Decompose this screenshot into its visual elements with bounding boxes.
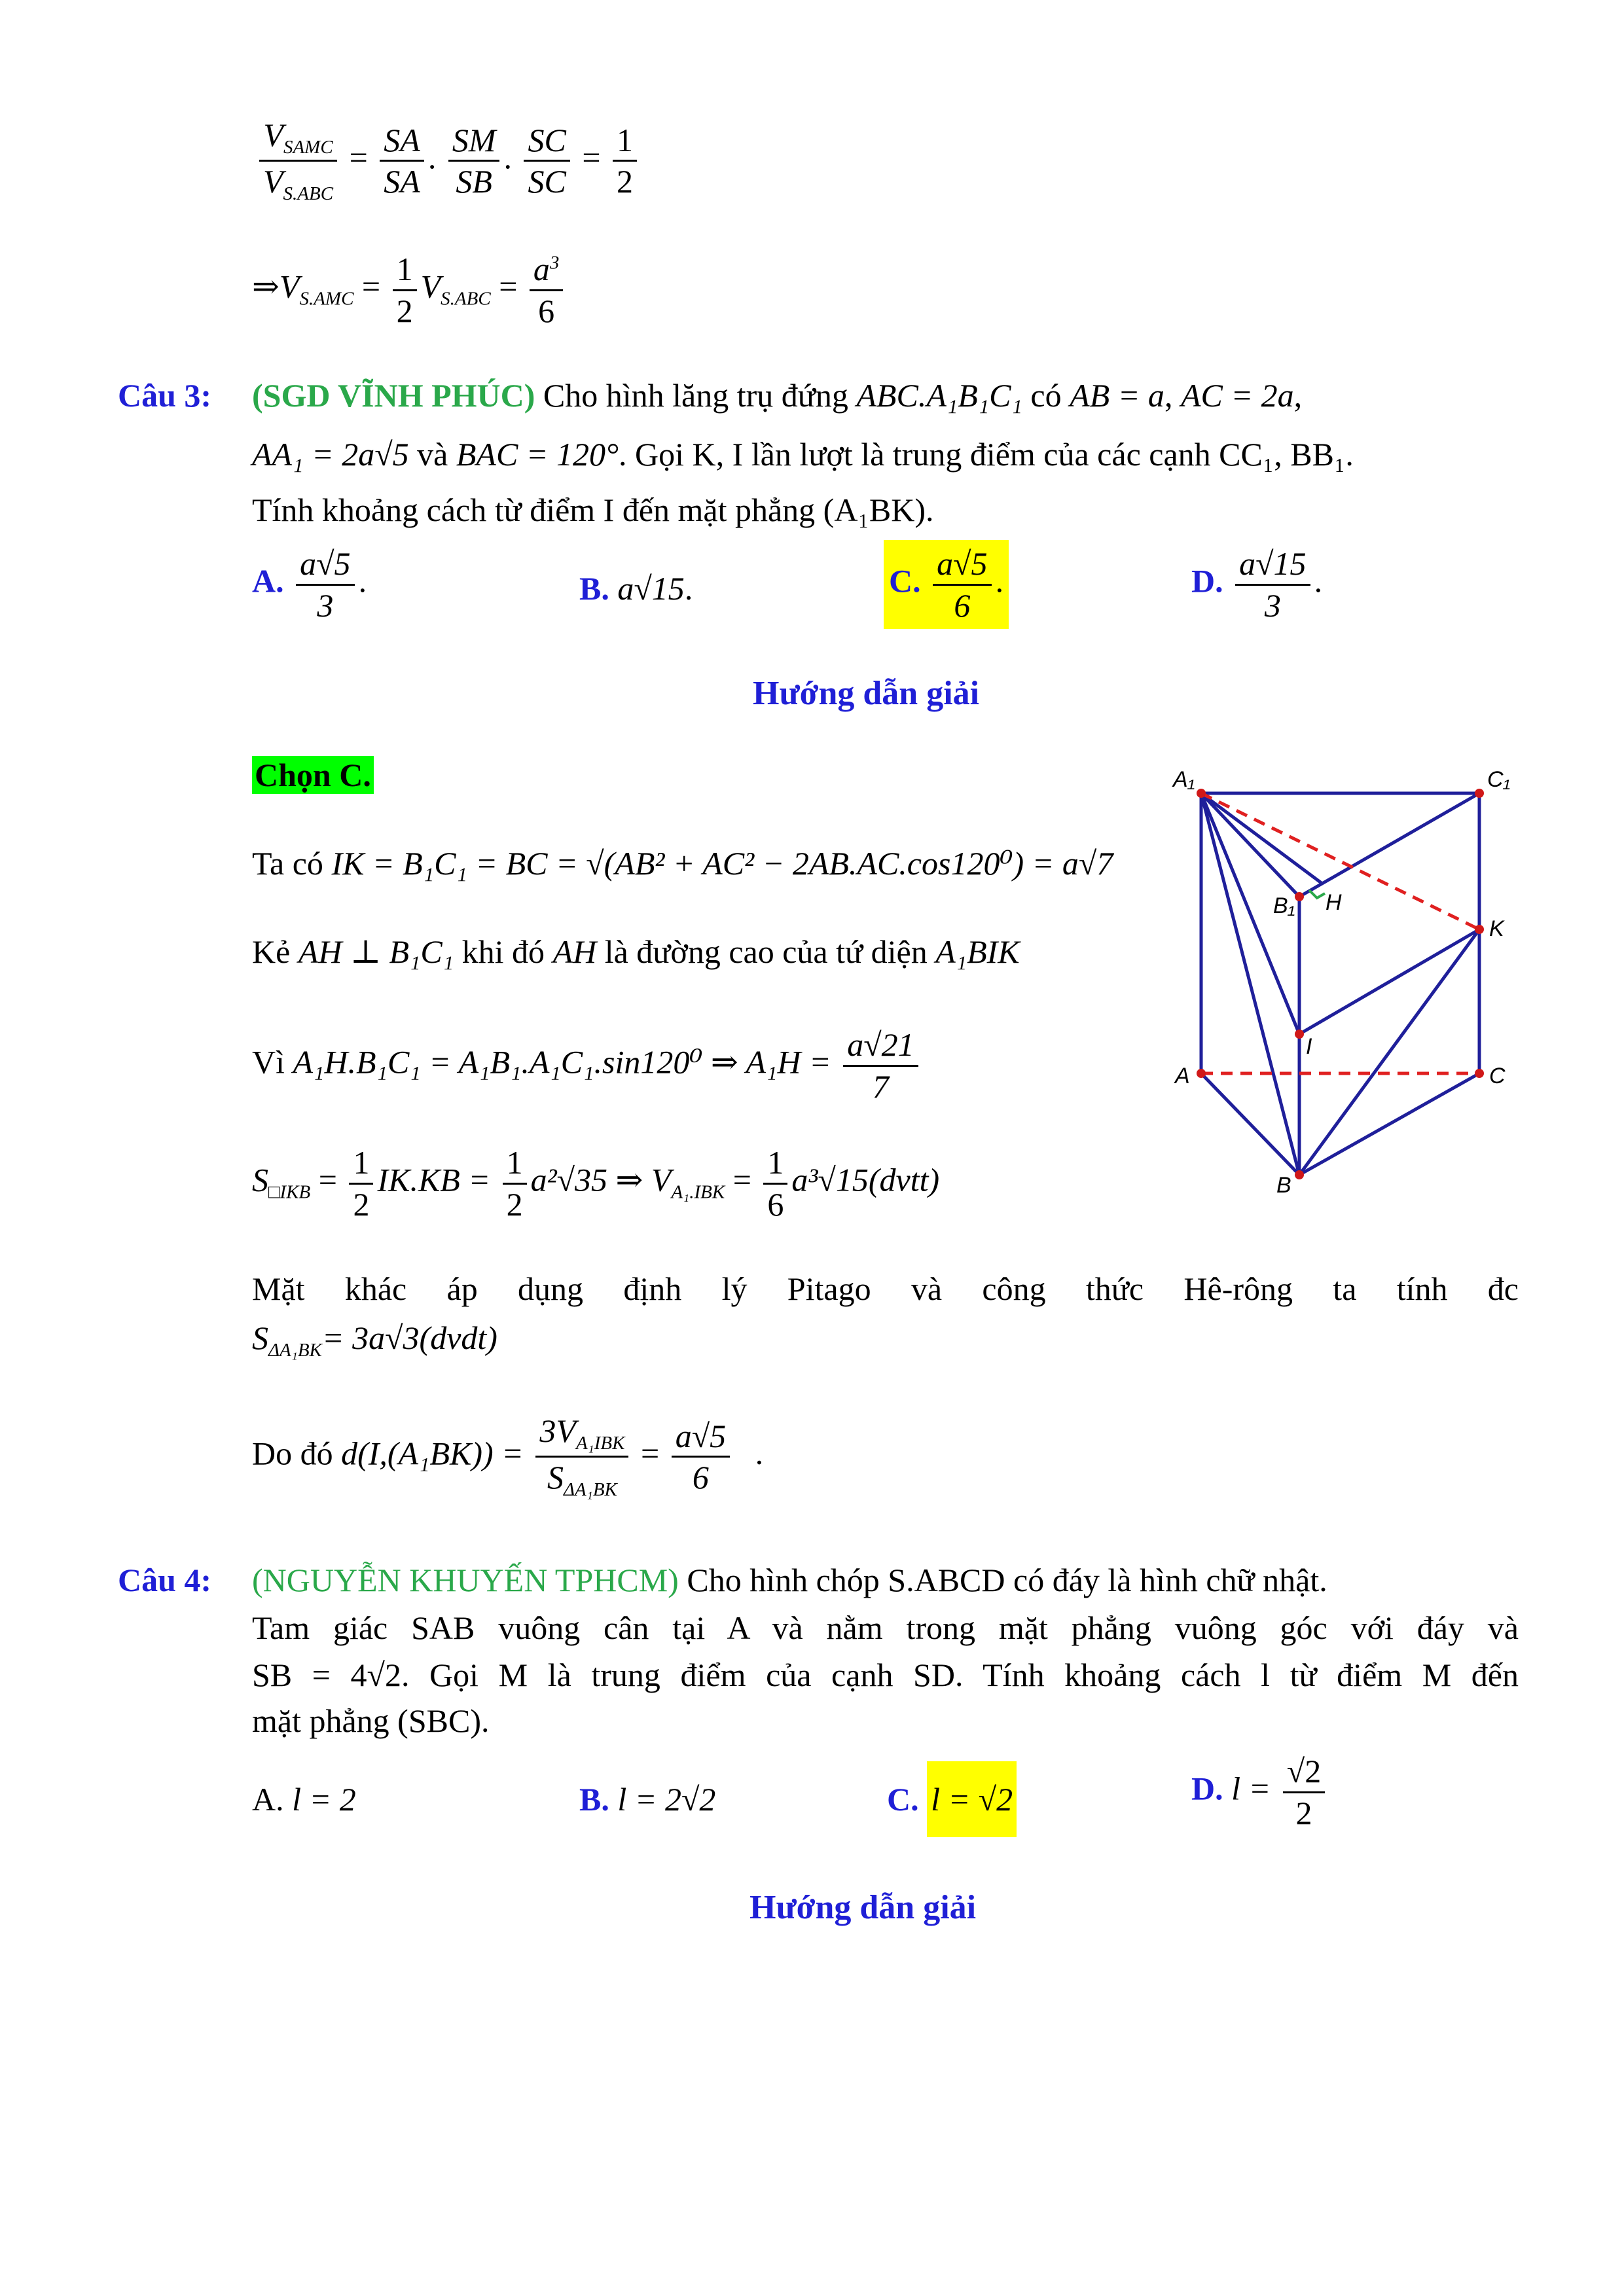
point-b1 — [1295, 892, 1304, 901]
question-4-line-4: mặt phẳng (SBC). — [252, 1702, 490, 1739]
edge-b-c — [1299, 1073, 1479, 1175]
question-4-line-3: SB = 4√2. Gọi M là trung điểm của cạnh SD. Tính khoảng cách l từ điểm M đến — [252, 1657, 1519, 1693]
question-3-option-b[interactable]: B. a√15. — [579, 570, 693, 607]
point-a — [1197, 1069, 1206, 1078]
question-4-option-c[interactable]: C. l = √2 — [887, 1761, 1023, 1838]
question-4-label: Câu 4: — [118, 1562, 212, 1598]
solution-step-6: Do đó d(I,(A₁BK)) = $\frac{3V_{A_1IBK}}{S_{\Delta A_1BK}}$ = $\frac{a√5}{6}$ . — [252, 1412, 764, 1501]
question-3-chosen-answer: Chọn C. — [252, 756, 374, 794]
question-4-option-b[interactable]: B. l = 2√2 — [579, 1781, 716, 1818]
solution-step-5-result: $S_{\Delta A_1BK}=$ 3a√3(dvdt) — [252, 1319, 497, 1361]
label-i: I — [1306, 1034, 1312, 1059]
question-3-option-a[interactable]: A. $\frac{a√5}{3}$ . — [252, 545, 367, 624]
point-c1 — [1475, 789, 1484, 798]
question-4-option-a[interactable]: A. l = 2 — [252, 1781, 356, 1818]
question-3-solution-heading: Hướng dẫn giải — [753, 675, 980, 712]
question-3-line-3: Tính khoảng cách từ điểm I đến mặt phẳng (A₁BK). — [252, 492, 934, 528]
solution-step-3: Vì A₁H.B₁C₁ = A₁B₁.A₁C₁.sin120⁰ ⇒ A₁H = $\frac{a√21}{7}$ — [252, 1028, 922, 1103]
edge-i-k — [1299, 929, 1479, 1034]
ratio-equation: $\frac{V_{SAMC}}{V_{S.ABC}}$ = $\frac{SA}{SA}$ . $\frac{SM}{SB}$ . $\frac{SC}{SC}$ = $\frac{1}{2}$ — [255, 118, 641, 204]
volume-equation: $\Rightarrow V_{S.AMC}$ = $\frac{1}{2}$ $V_{S.ABC}$ = $\frac{a^3}{6}$ — [252, 252, 567, 328]
question-3-source: (SGD VĨNH PHÚC) — [252, 377, 535, 414]
question-3-line-2: AA₁ = 2a√5 và BAC = 120°. Gọi K, I lần lượt là trung điểm của các cạnh CC₁, BB₁. — [252, 436, 1354, 473]
question-4-solution-heading: Hướng dẫn giải — [749, 1889, 977, 1926]
point-b — [1295, 1170, 1304, 1179]
solution-step-5: Mặt khác áp dụng định lý Pitago và công thức Hê-rông ta tính đc — [252, 1270, 1519, 1307]
label-c: C — [1489, 1064, 1506, 1088]
question-4-option-d[interactable]: D. l = $\frac{√2}{2}$ — [1191, 1754, 1329, 1830]
question-4-line-1: (NGUYỄN KHUYẾN TPHCM) Cho hình chóp S.ABCD có đáy là hình chữ nhật. — [252, 1562, 1327, 1598]
point-k — [1475, 925, 1484, 934]
question-3-label: Câu 3: — [118, 377, 212, 414]
solution-step-4: $S_{□IKB}$ = $\frac{1}{2}$ IK.KB = $\frac{1}{2}$ a²√35 ⇒ $V_{A_1.IBK}$ = $\frac{1}{6}$ a³√15(dvtt) — [252, 1144, 940, 1223]
question-3-option-c[interactable]: C. $\frac{a√5}{6}$ . — [884, 540, 1009, 629]
prism-figure — [1172, 759, 1525, 1204]
point-a1 — [1197, 789, 1206, 798]
question-3-line-1: (SGD VĨNH PHÚC) Cho hình lăng trụ đứng ABC.A₁B₁C₁ có AB = a, AC = 2a, — [252, 377, 1303, 414]
point-c — [1475, 1069, 1484, 1078]
point-i — [1295, 1030, 1304, 1039]
label-b: B — [1276, 1173, 1291, 1198]
edge-b1-c1 — [1299, 793, 1479, 897]
question-4-source: (NGUYỄN KHUYẾN TPHCM) — [252, 1562, 679, 1598]
right-angle-mark — [1309, 890, 1325, 898]
label-a: A — [1175, 1064, 1190, 1088]
edge-a1-b — [1201, 793, 1299, 1175]
solution-step-1: Ta có IK = B₁C₁ = BC = √(AB² + AC² − 2AB.AC.cos120⁰) = a√7 — [252, 845, 1113, 882]
question-3-option-d[interactable]: D. $\frac{a√15}{3}$ . — [1191, 545, 1323, 624]
question-4-line-2: Tam giác SAB vuông cân tại A và nằm trong mặt phẳng vuông góc với đáy và — [252, 1609, 1519, 1646]
edge-b-k — [1299, 929, 1479, 1175]
label-h: H — [1326, 890, 1342, 915]
solution-step-2: Kẻ AH ⊥ B₁C₁ khi đó AH là đường cao của tứ diện A₁BIK — [252, 933, 1020, 970]
label-b1: B₁ — [1273, 893, 1295, 918]
label-c1: C₁ — [1487, 767, 1511, 792]
label-k: K — [1489, 916, 1504, 941]
label-a1: A₁ — [1173, 767, 1195, 792]
